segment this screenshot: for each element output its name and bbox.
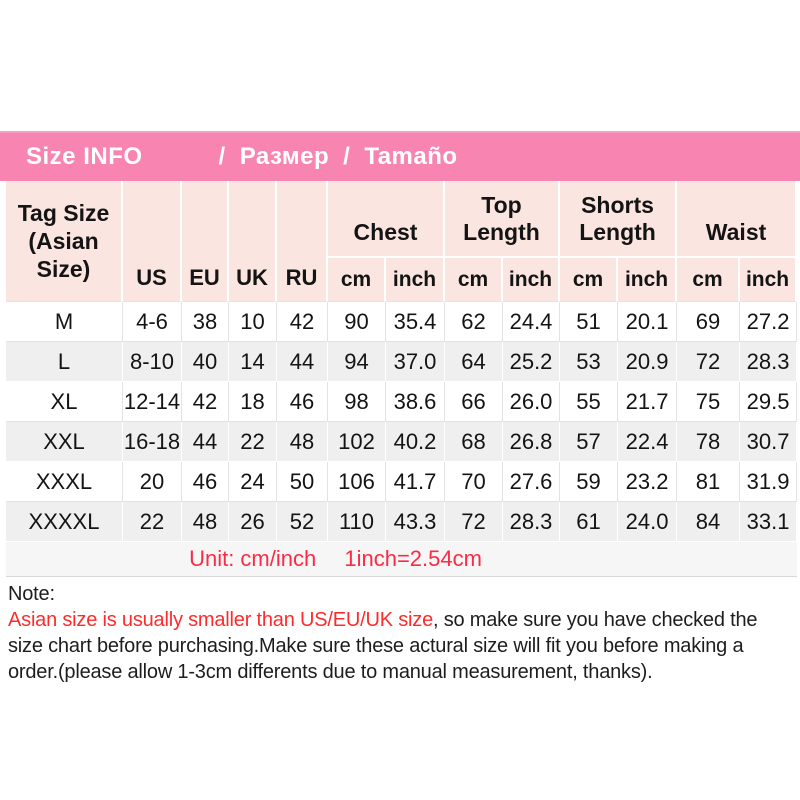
size-value-cell: 81	[677, 462, 740, 502]
table-row	[6, 502, 797, 542]
size-value-cell: 106	[328, 462, 386, 502]
size-value-cell: 42	[277, 302, 328, 342]
table-row	[6, 462, 797, 502]
size-value-cell: 43.3	[386, 502, 445, 542]
chest-cm-subheader: cm	[328, 258, 386, 302]
size-value-cell: 18	[229, 382, 277, 422]
size-rows	[6, 302, 797, 542]
banner-separator: /	[343, 143, 351, 170]
tag-size-cell: XXXXL	[6, 502, 123, 542]
size-value-cell: 53	[560, 342, 618, 382]
size-value-cell: 72	[677, 342, 740, 382]
tag-size-cell: XXXL	[6, 462, 123, 502]
shorts-cm-subheader: cm	[560, 258, 618, 302]
shorts-length-group-header: Shorts Length	[560, 181, 677, 258]
size-value-cell: 26.8	[503, 422, 560, 462]
size-value-cell: 44	[277, 342, 328, 382]
size-value-cell: 46	[182, 462, 229, 502]
size-value-cell: 84	[677, 502, 740, 542]
size-value-cell: 20	[123, 462, 182, 502]
table-row	[6, 382, 797, 422]
unit-note-row	[6, 542, 797, 577]
size-value-cell: 57	[560, 422, 618, 462]
banner-title-ru: Размер	[239, 143, 330, 170]
size-value-cell: 46	[277, 382, 328, 422]
size-value-cell: 35.4	[386, 302, 445, 342]
size-value-cell: 48	[277, 422, 328, 462]
shorts-inch-subheader: inch	[618, 258, 677, 302]
size-value-cell: 28.3	[503, 502, 560, 542]
size-value-cell: 37.0	[386, 342, 445, 382]
table-header	[6, 181, 797, 302]
uk-column-header: UK	[229, 181, 277, 302]
size-value-cell: 20.9	[618, 342, 677, 382]
size-value-cell: 21.7	[618, 382, 677, 422]
size-value-cell: 23.2	[618, 462, 677, 502]
size-value-cell: 44	[182, 422, 229, 462]
size-value-cell: 27.2	[740, 302, 797, 342]
size-value-cell: 40.2	[386, 422, 445, 462]
size-value-cell: 25.2	[503, 342, 560, 382]
chest-inch-subheader: inch	[386, 258, 445, 302]
size-value-cell: 61	[560, 502, 618, 542]
size-value-cell: 16-18	[123, 422, 182, 462]
note-body-text: , so make sure you have checked the size chart before purchasing.Make sure these actural size will fit you before making a order.(please allow 1-3cm differents due to manual measurement, thanks).	[8, 609, 758, 683]
size-value-cell: 52	[277, 502, 328, 542]
note-highlight: Asian size is usually smaller than US/EU/UK size	[8, 609, 433, 631]
top-length-group-header: Top Length	[445, 181, 560, 258]
size-value-cell: 8-10	[123, 342, 182, 382]
size-chart-table	[6, 181, 797, 577]
size-value-cell: 27.6	[503, 462, 560, 502]
note-section	[8, 581, 794, 685]
size-value-cell: 31.9	[740, 462, 797, 502]
note-label: Note:	[8, 583, 55, 605]
size-value-cell: 24	[229, 462, 277, 502]
conversion-note: 1inch=2.54cm	[344, 546, 482, 571]
size-value-cell: 10	[229, 302, 277, 342]
tag-size-cell: M	[6, 302, 123, 342]
size-value-cell: 90	[328, 302, 386, 342]
size-value-cell: 62	[445, 302, 503, 342]
size-info-banner	[0, 131, 800, 181]
tag-size-cell: L	[6, 342, 123, 382]
tag-size-header: Tag Size (Asian Size)	[6, 181, 123, 302]
size-value-cell: 72	[445, 502, 503, 542]
size-value-cell: 20.1	[618, 302, 677, 342]
size-value-cell: 78	[677, 422, 740, 462]
size-value-cell: 48	[182, 502, 229, 542]
waist-inch-subheader: inch	[740, 258, 797, 302]
ru-column-header: RU	[277, 181, 328, 302]
us-column-header: US	[123, 181, 182, 302]
size-value-cell: 50	[277, 462, 328, 502]
tag-size-cell: XXL	[6, 422, 123, 462]
top-cm-subheader: cm	[445, 258, 503, 302]
size-value-cell: 28.3	[740, 342, 797, 382]
size-value-cell: 24.0	[618, 502, 677, 542]
size-value-cell: 24.4	[503, 302, 560, 342]
table-row	[6, 422, 797, 462]
size-value-cell: 22	[229, 422, 277, 462]
table-row	[6, 302, 797, 342]
size-value-cell: 4-6	[123, 302, 182, 342]
size-value-cell: 55	[560, 382, 618, 422]
note-paragraph	[8, 607, 794, 685]
table-footer	[6, 542, 797, 577]
size-value-cell: 59	[560, 462, 618, 502]
size-value-cell: 110	[328, 502, 386, 542]
top-inch-subheader: inch	[503, 258, 560, 302]
size-value-cell: 22.4	[618, 422, 677, 462]
waist-group-header: Waist	[677, 181, 797, 258]
waist-cm-subheader: cm	[677, 258, 740, 302]
size-value-cell: 42	[182, 382, 229, 422]
banner-title-en: Size INFO	[26, 143, 143, 170]
banner-separator: /	[218, 143, 226, 170]
size-value-cell: 38.6	[386, 382, 445, 422]
size-value-cell: 12-14	[123, 382, 182, 422]
size-value-cell: 51	[560, 302, 618, 342]
size-value-cell: 26.0	[503, 382, 560, 422]
size-value-cell: 22	[123, 502, 182, 542]
size-value-cell: 94	[328, 342, 386, 382]
size-value-cell: 102	[328, 422, 386, 462]
size-value-cell: 29.5	[740, 382, 797, 422]
eu-column-header: EU	[182, 181, 229, 302]
banner-title-es: Tamaño	[364, 143, 458, 170]
size-value-cell: 38	[182, 302, 229, 342]
size-value-cell: 14	[229, 342, 277, 382]
size-value-cell: 40	[182, 342, 229, 382]
tag-size-cell: XL	[6, 382, 123, 422]
table-row	[6, 342, 797, 382]
unit-label: Unit: cm/inch	[189, 546, 317, 571]
size-value-cell: 69	[677, 302, 740, 342]
size-value-cell: 30.7	[740, 422, 797, 462]
size-value-cell: 33.1	[740, 502, 797, 542]
size-value-cell: 98	[328, 382, 386, 422]
size-value-cell: 41.7	[386, 462, 445, 502]
size-value-cell: 70	[445, 462, 503, 502]
size-value-cell: 64	[445, 342, 503, 382]
size-value-cell: 75	[677, 382, 740, 422]
size-value-cell: 26	[229, 502, 277, 542]
size-value-cell: 68	[445, 422, 503, 462]
chest-group-header: Chest	[328, 181, 445, 258]
size-value-cell: 66	[445, 382, 503, 422]
